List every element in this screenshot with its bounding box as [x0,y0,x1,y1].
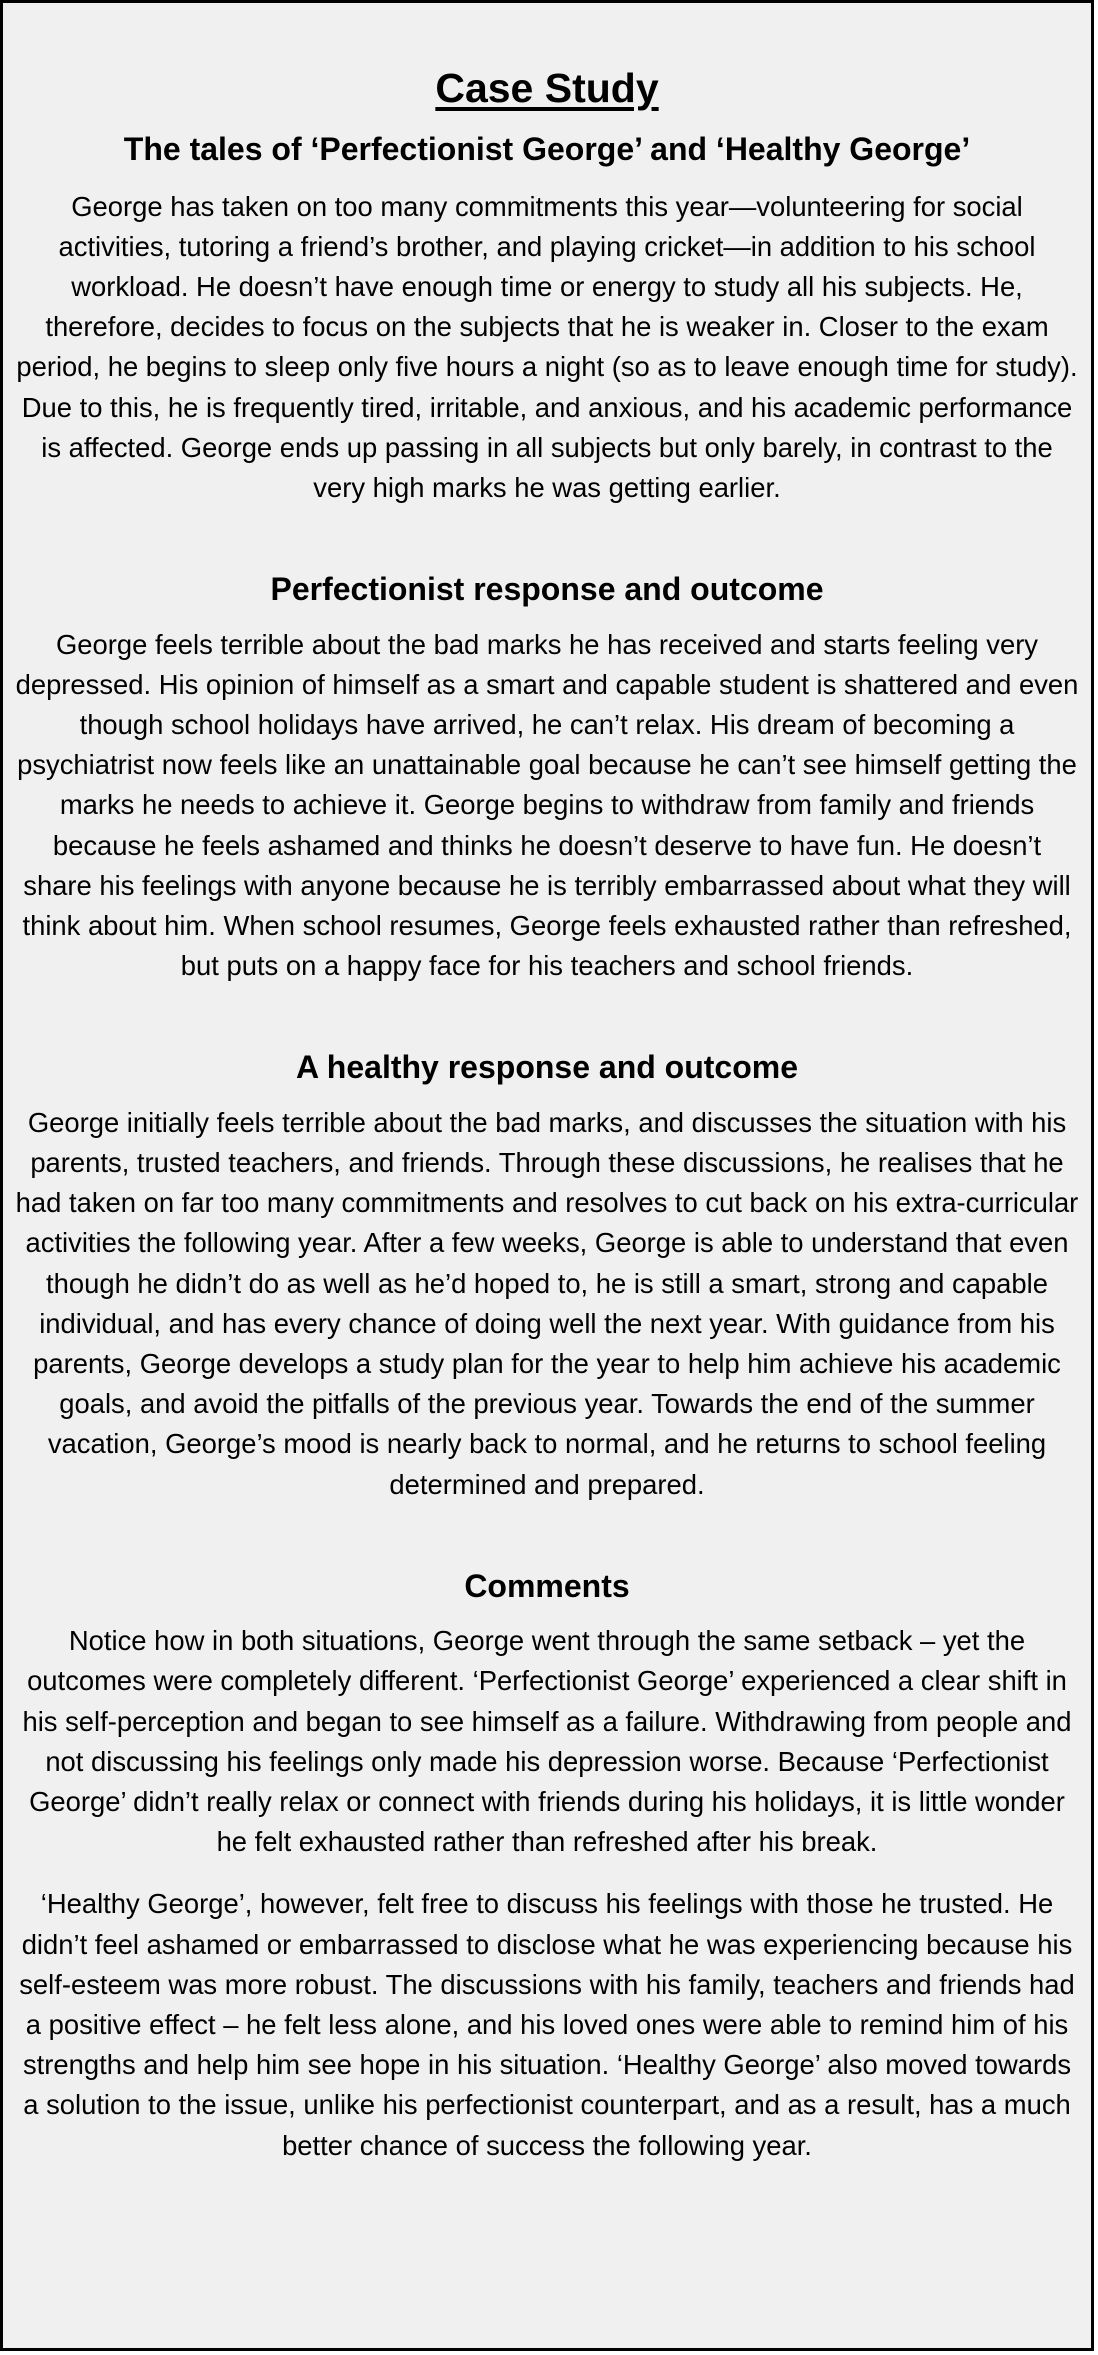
intro-paragraph: George has taken on too many commitments this year—volunteering for social activities, tutoring a friend’s brother, and playing cricket—in addition to his school workload. He doesn’t have enough time or energy to study all his subjects. He, therefore, decides to focus on the subjects that he is weaker in. Closer to the exam period, he begins to sleep only five hours a night (so as to leave enough time for study). Due to this, he is frequently tired, irritable, and anxious, and his academic performance is affected. George ends up passing in all subjects but only barely, in contrast to the very high marks he was getting earlier. [16,190,1078,503]
comments-paragraph-1: Notice how in both situations, George went through the same setback – yet the outcomes were completely different. ‘Perfectionist George’ experienced a clear shift in his self-perception and began to see himself as a failure. Withdrawing from people and not discussing his feelings only made his depression worse. Because ‘Perfectionist George’ didn’t really relax or connect with friends during his holidays, it is little wonder he felt exhausted rather than refreshed after his break. [22,1625,1072,1858]
case-study-content [15,65,1079,2166]
page-subtitle: The tales of ‘Perfectionist George’ and ‘Healthy George’ [123,131,971,168]
section-heading-healthy: A healthy response and outcome [295,1049,799,1086]
perfectionist-paragraph: George feels terrible about the bad marks he has received and starts feeling very depressed. His opinion of himself as a smart and capable student is shattered and even though school holidays have arrived, he can’t relax. His dream of becoming a psychiatrist now feels like an unattainable goal because he can’t see himself getting the marks he needs to achieve it. George begins to withdraw from family and friends because he feels ashamed and thinks he doesn’t deserve to have fun. He doesn’t share his feelings with anyone because he is terribly embarrassed about what they will think about him. When school resumes, George feels exhausted rather than refreshed, but puts on a happy face for his teachers and school friends. [15,628,1079,982]
comments-paragraph-2: ‘Healthy George’, however, felt free to discuss his feelings with those he trusted. He didn’t feel ashamed or embarrassed to disclose what he was experiencing because his self-esteem was more robust. The discussions with his family, teachers and friends had a positive effect – he felt less alone, and his loved ones were able to remind him of his strengths and help him see hope in his situation. ‘Healthy George’ also moved towards a solution to the issue, unlike his perfectionist counterpart, and as a result, has a much better chance of success the following year. [19,1888,1075,2161]
section-heading-perfectionist: Perfectionist response and outcome [270,571,824,608]
healthy-paragraph: George initially feels terrible about the bad marks, and discusses the situation with his parents, trusted teachers, and friends. Through these discussions, he realises that he had taken on far too many commitments and resolves to cut back on his extra-curricular activities the following year. After a few weeks, George is able to understand that even though he didn’t do as well as he’d hoped to, he is still a smart, strong and capable individual, and has every chance of doing well the next year. With guidance from his parents, George develops a study plan for the year to help him achieve his academic goals, and avoid the pitfalls of the previous year. Towards the end of the summer vacation, George’s mood is nearly back to normal, and he returns to school feeling determined and prepared. [15,1106,1079,1500]
section-heading-comments: Comments [464,1567,630,1604]
page-title: Case Study [435,65,659,111]
